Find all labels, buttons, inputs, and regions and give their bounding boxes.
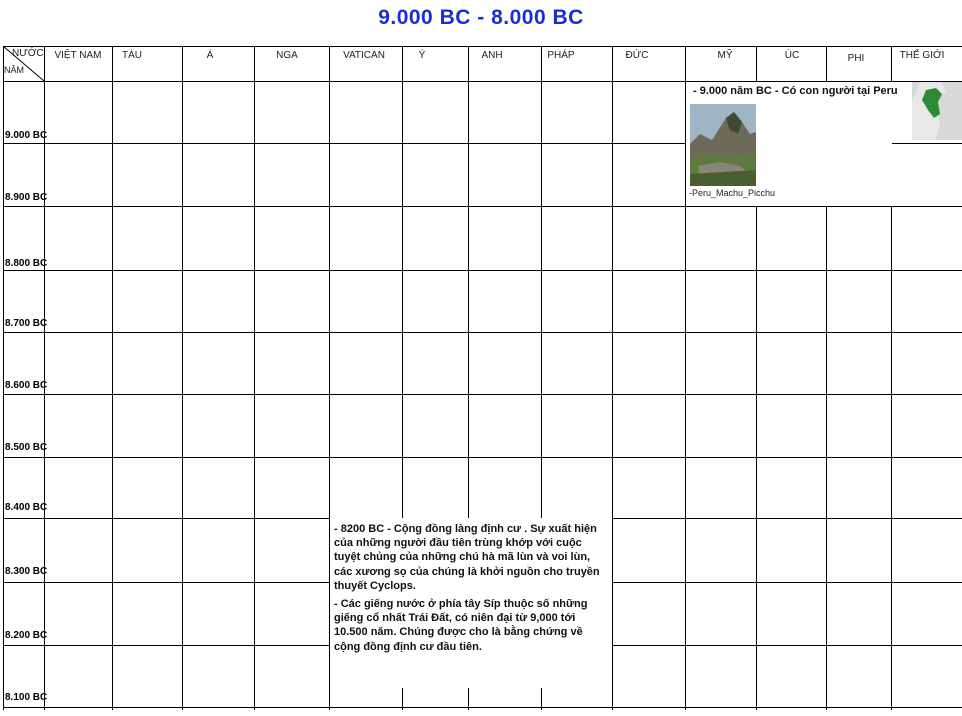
column-header: THẾ GIỚI xyxy=(899,50,945,61)
machu-picchu-photo xyxy=(690,104,756,186)
grid-row-line xyxy=(3,270,962,271)
year-label: 8.600 BC xyxy=(5,380,48,391)
column-header: ÚC xyxy=(784,50,800,61)
grid-col-line xyxy=(612,46,613,710)
column-header: MỸ xyxy=(717,50,733,61)
peru-map-image xyxy=(912,82,962,140)
column-header: ĐỨC xyxy=(625,50,649,61)
grid-col-line xyxy=(182,46,183,710)
grid-row-line xyxy=(3,332,962,333)
corner-country-label: NƯỚC xyxy=(12,48,44,59)
year-label: 8.400 BC xyxy=(5,502,48,513)
peru-caption: - 9.000 năm BC - Có con người tại Peru xyxy=(693,85,898,97)
column-header: NGA xyxy=(276,50,298,61)
column-header: ANH xyxy=(481,50,503,61)
column-header: PHÁP xyxy=(547,50,575,61)
year-label: 8.300 BC xyxy=(5,566,48,577)
grid-row-line xyxy=(3,394,962,395)
year-label: 8.900 BC xyxy=(5,192,48,203)
peru-entry xyxy=(686,82,898,206)
year-label: 8.200 BC xyxy=(5,630,48,641)
column-header: VATICAN xyxy=(343,50,385,61)
grid-row-line xyxy=(3,457,962,458)
column-header: PHI xyxy=(847,53,865,64)
column-header: Ý xyxy=(418,50,426,61)
note-paragraph-1: - 8200 BC - Cộng đồng làng định cư . Sự xuất hiện của những người đầu tiên trùng khớp với cuộc tuyệt chủng của những chú hà mã lùn và voi lùn, các xương sọ của chúng là khởi nguồn cho truyền thuyết Cyclops. xyxy=(334,523,600,592)
grid-col-line xyxy=(112,46,113,710)
peru-photo-label: -Peru_Machu_Picchu xyxy=(689,188,776,198)
year-label: 9.000 BC xyxy=(5,130,48,141)
grid-col-line xyxy=(3,46,4,710)
column-header: TÀU xyxy=(122,50,142,61)
grid-col-line xyxy=(44,46,45,710)
grid-row-line xyxy=(3,46,962,47)
column-header: Á xyxy=(206,50,214,61)
column-header: VIỆT NAM xyxy=(54,50,102,61)
cyprus-settlement-note xyxy=(330,518,612,688)
year-label: 8.700 BC xyxy=(5,318,48,329)
grid-row-line xyxy=(3,206,962,207)
corner-year-label: NĂM xyxy=(4,65,24,75)
year-label: 8.800 BC xyxy=(5,258,48,269)
grid-col-line xyxy=(254,46,255,710)
page-title: 9.000 BC - 8.000 BC xyxy=(378,6,584,29)
year-label: 8.100 BC xyxy=(5,692,48,703)
year-label: 8.500 BC xyxy=(5,442,48,453)
grid-row-line xyxy=(3,707,962,708)
note-paragraph-2: - Các giếng nước ở phía tây Síp thuộc số những giếng cổ nhất Trái Đất, có niên đại từ 9,000 tới 10.500 năm. Chúng được cho là bằng chứng về cộng đồng định cư đầu tiên. xyxy=(334,598,588,653)
